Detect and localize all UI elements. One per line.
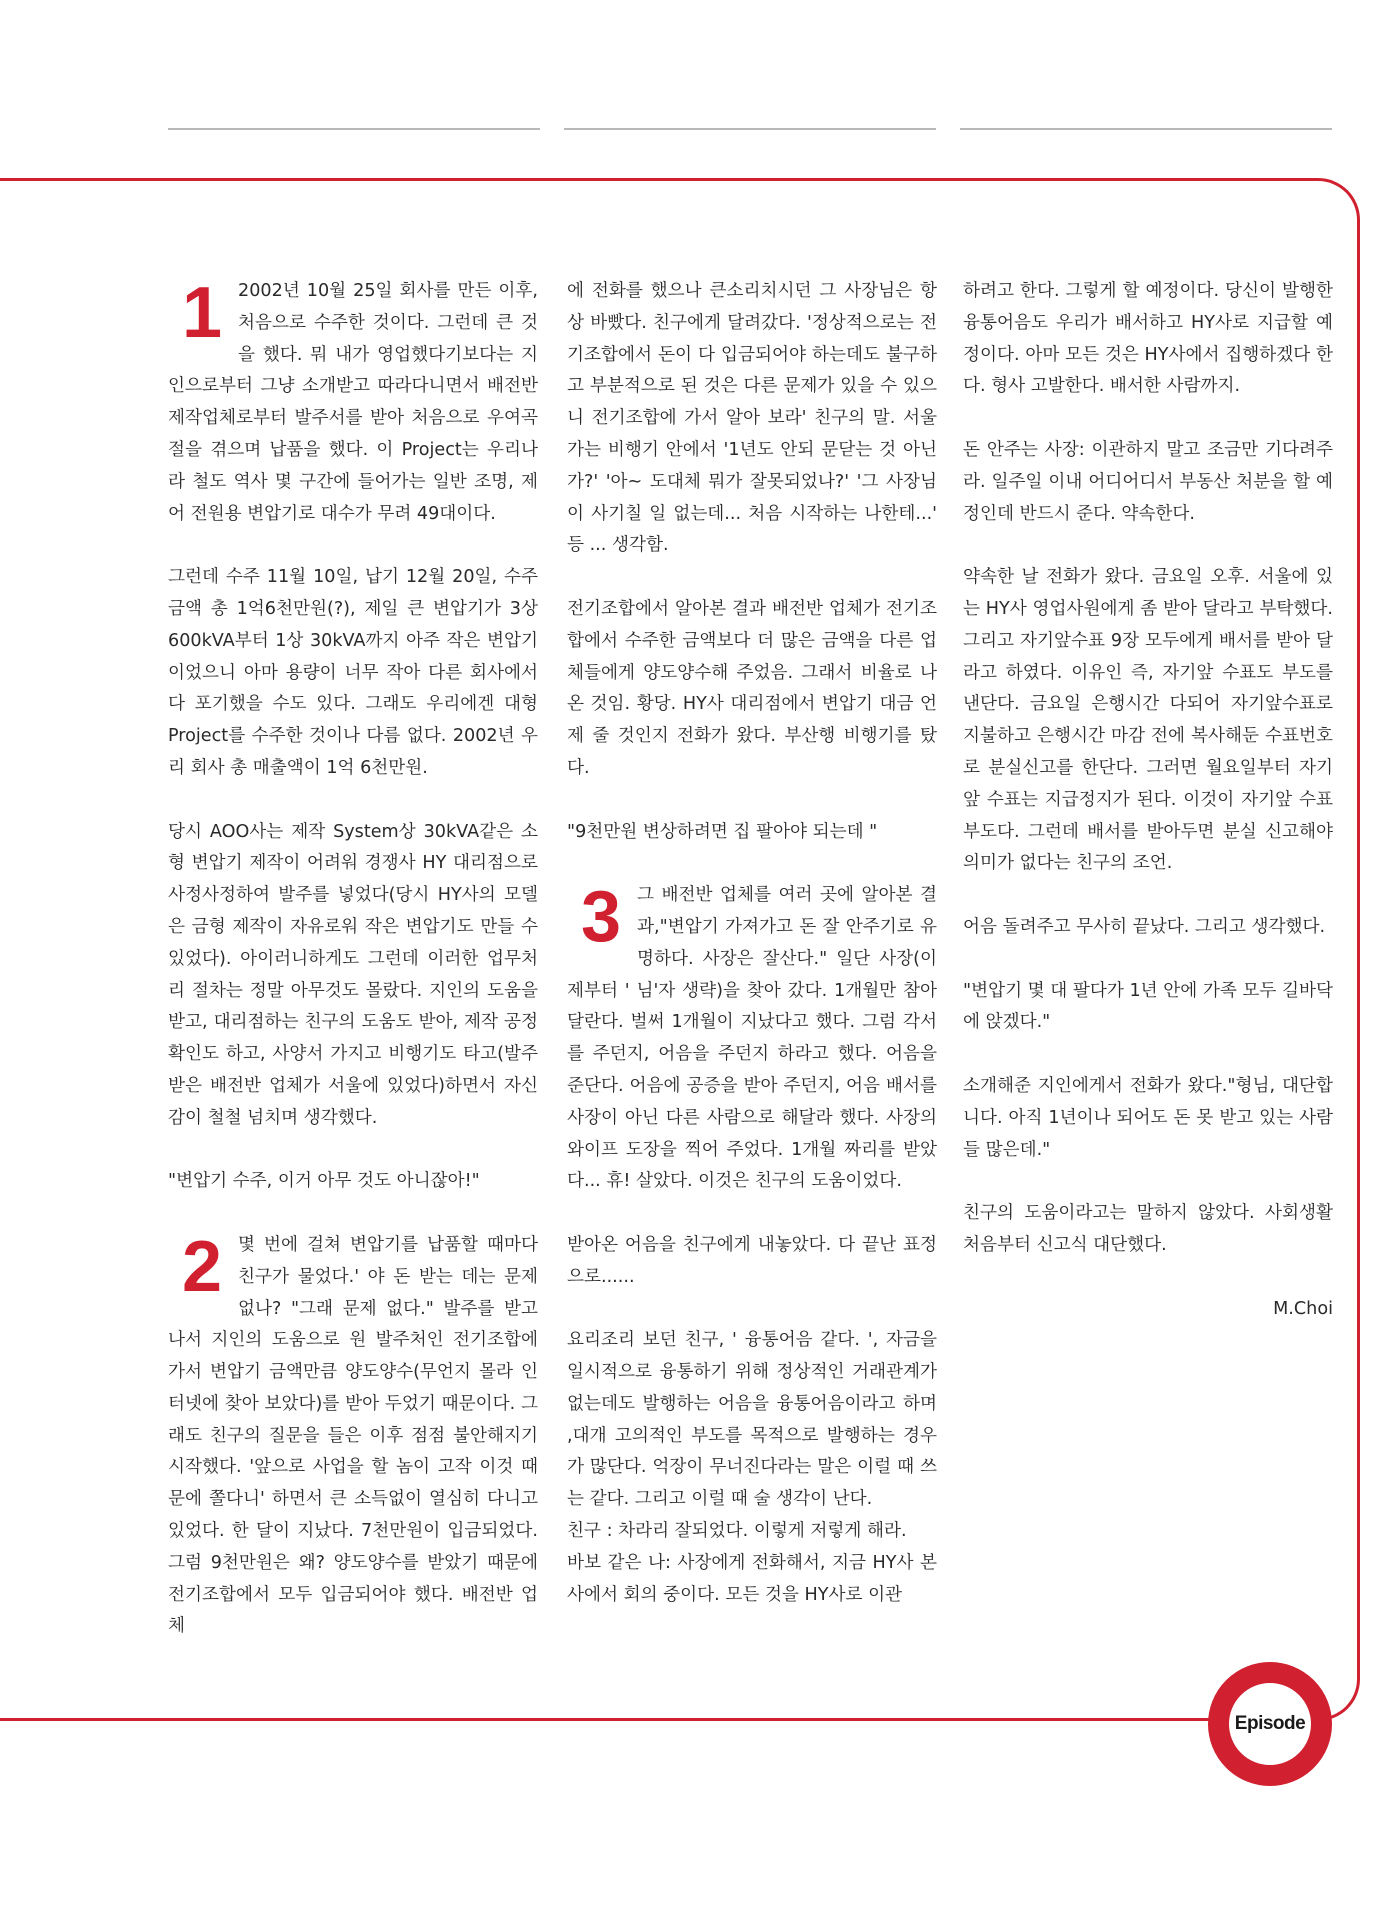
header-rule-3 (960, 128, 1332, 130)
quote: "변압기 수주, 이거 아무 것도 아니잖아!" (168, 1171, 480, 1192)
paragraph: 친구의 도움이라고는 말하지 않았다. 사회생활 처음부터 신고식 대단했다. (963, 1203, 1333, 1255)
paragraph: 친구 : 차라리 잘되었다. 이렇게 저렇게 해라. (567, 1521, 907, 1542)
paragraph: 어음 돌려주고 무사히 끝났다. 그리고 생각했다. (963, 916, 1326, 937)
paragraph: 받아온 어음을 친구에게 내놓았다. 다 끝난 표정으로...... (567, 1234, 937, 1287)
paragraph: 당시 AOO사는 제작 System상 30kVA같은 소형 변압기 제작이 어려워 경쟁사 HY 대리점으로 사정사정하여 발주를 넣었다(당시 HY사의 모델은 금형 제작이 자유로워 작은 변압기도 만들 수 있었다). 아이러니하게도 그런데 이러한 업무처리 절차는 정말 아무것도 몰랐다. 지인의 도움을 받고, 대리점하는 친구의 도움도 받아, 제작 공정확인도 하고, 사양서 가지고 비행기도 타고(발주 받은 배전반 업체가 서울에 있었다)하면서 자신감이 철철 넘치며 생각했다. (168, 821, 538, 1128)
episode-label: Episode (1234, 1713, 1306, 1734)
paragraph: 3 그 배전반 업체를 여러 곳에 알아본 결과,"변압기 가져가고 돈 잘 안주기로 유명하다. 사장은 잘산다." 일단 사장(이제부터 ' 님'자 생략)을 찾아 갔다. 1개월만 참아 달란다. 벌써 1개월이 지났다고 했다. 그럼 각서를 주던지, 어음을 주던지 하라고 했다. 어음을 준단다. 어음에 공증을 받아 주던지, 어음 배서를 사장이 아닌 다른 사람으로 해달라 했다. 사장의 와이프 도장을 찍어 주었다. 1개월 짜리를 받았다... 휴! 살았다. 이것은 친구의 도움이었다. (567, 877, 937, 1192)
header-rule-2 (564, 128, 936, 130)
paragraph: 돈 안주는 사장: 이관하지 말고 조금만 기다려주라. 일주일 이내 어디어디서 부동산 처분을 할 예정인데 반드시 준다. 약속한다. (963, 439, 1333, 524)
author-signature: M.Choi (1273, 1298, 1333, 1319)
article-column-2 (567, 276, 937, 1643)
article-column-3 (963, 276, 1333, 1357)
paragraph: 그런데 수주 11월 10일, 납기 12월 20일, 수주금액 총 1억6천만원(?), 제일 큰 변압기가 3상 600kVA부터 1상 30kVA까지 아주 작은 변압기이었으니 아마 용량이 너무 작아 다른 회사에서 다 포기했을 수도 있다. 그래도 우리에겐 대형 Project를 수주한 것이나 다름 없다. 2002년 우리 회사 총 매출액이 1억 6천만원. (168, 567, 538, 778)
quote: "변압기 몇 대 팔다가 1년 안에 가족 모두 길바닥에 앉겠다." (963, 980, 1333, 1033)
paragraph: 약속한 날 전화가 왔다. 금요일 오후. 서울에 있는 HY사 영업사원에게 좀 받아 달라고 부탁했다. 그리고 자기앞수표 9장 모두에게 배서를 받아 달라고 하였다. 이유인 즉, 자기앞 수표도 부도를 낸단다. 금요일 은행시간 다되어 자기앞수표로 지불하고 은행시간 마감 전에 복사해둔 수표번호로 분실신고를 한단다. 그러면 월요일부터 자기앞 수표는 지급정지가 된다. 이것이 자기앞 수표 부도다. 그런데 배서를 받아두면 분실 신고해야 의미가 없다는 친구의 조언. (963, 567, 1333, 874)
quote: "9천만원 변상하려면 집 팔아야 되는데 " (567, 821, 878, 842)
section-number: 2 (182, 1226, 223, 1307)
paragraph: 1 2002년 10월 25일 회사를 만든 이후, 처음으로 수주한 것이다. 그런데 큰 것을 했다. 뭐 내가 영업했다기보다는 지인으로부터 그냥 소개받고 따라다니면서 배전반 제작업체로부터 발주서를 받아 처음으로 우여곡절을 겪으며 납품을 했다. 이 Project는 우리나라 철도 역사 몇 구간에 들어가는 일반 조명, 제어 전원용 변압기로 대수가 무려 49대이다. (168, 273, 538, 524)
paragraph: 하려고 한다. 그렇게 할 예정이다. 당신이 발행한 융통어음도 우리가 배서하고 HY사로 지급할 예정이다. 아마 모든 것은 HY사에서 집행하겠다 한다. 형사 고발한다. 배서한 사람까지. (963, 281, 1333, 397)
paragraph: 소개해준 지인에게서 전화가 왔다."형님, 대단합니다. 아직 1년이나 되어도 돈 못 받고 있는 사람들 많은데." (963, 1075, 1333, 1160)
paragraph: 2 몇 번에 걸쳐 변압기를 납품할 때마다 친구가 물었다.' 야 돈 받는 데는 문제 없나? "그래 문제 없다." 발주를 받고 나서 지인의 도움으로 원 발주처인 전기조합에 가서 변압기 금액만큼 양도양수(무언지 몰라 인터넷에 찾아 보았다)를 받아 두었기 때문이다. 그래도 친구의 질문을 들은 이후 점점 불안해지기 시작했다. '앞으로 사업을 할 놈이 고작 이것 때문에 쫄다니' 하면서 큰 소득없이 열심히 다니고 있었다. 한 달이 지났다. 7천만원이 입금되었다. 그럼 9천만원은 왜? 양도양수를 받았기 때문에 전기조합에서 모두 입금되어야 했다. 배전반 업체 (168, 1226, 538, 1637)
paragraph: 전기조합에서 알아본 결과 배전반 업체가 전기조합에서 수주한 금액보다 더 많은 금액을 다른 업체들에게 양도양수해 주었음. 그래서 비율로 나온 것임. 황당. HY사 대리점에서 변압기 대금 언제 줄 것인지 전화가 왔다. 부산행 비행기를 탔다. (567, 598, 937, 778)
episode-badge (1208, 1662, 1332, 1786)
header-rule-1 (168, 128, 540, 130)
section-number: 3 (581, 877, 622, 958)
paragraph: 에 전화를 했으나 큰소리치시던 그 사장님은 항상 바빴다. 친구에게 달려갔다. '정상적으로는 전기조합에서 돈이 다 입금되어야 하는데도 불구하고 부분적으로 된 것은 다른 문제가 있을 수 있으니 전기조합에 가서 알아 보라' 친구의 말. 서울가는 비행기 안에서 '1년도 안되 문닫는 것 아닌가?' '아~ 도대체 뭐가 잘못되었나?' '그 사장님이 사기칠 일 없는데... 처음 시작하는 나한테...' 등 ... 생각함. (567, 281, 937, 556)
article-column-1 (168, 273, 538, 1675)
section-number: 1 (182, 273, 223, 353)
paragraph: 바보 같은 나: 사장에게 전화해서, 지금 HY사 본사에서 회의 중이다. 모든 것을 HY사로 이관 (567, 1552, 937, 1605)
paragraph: 요리조리 보던 친구, ' 융통어음 같다. ', 자금을 일시적으로 융통하기 위해 정상적인 거래관계가 없는데도 발행하는 어음을 융통어음이라고 하며 ,대개 고의적인 부도를 목적으로 발행하는 경우가 많단다. 억장이 무너진다라는 말은 이럴 때 쓰는 같다. 그리고 이럴 때 술 생각이 난다. (567, 1330, 937, 1510)
